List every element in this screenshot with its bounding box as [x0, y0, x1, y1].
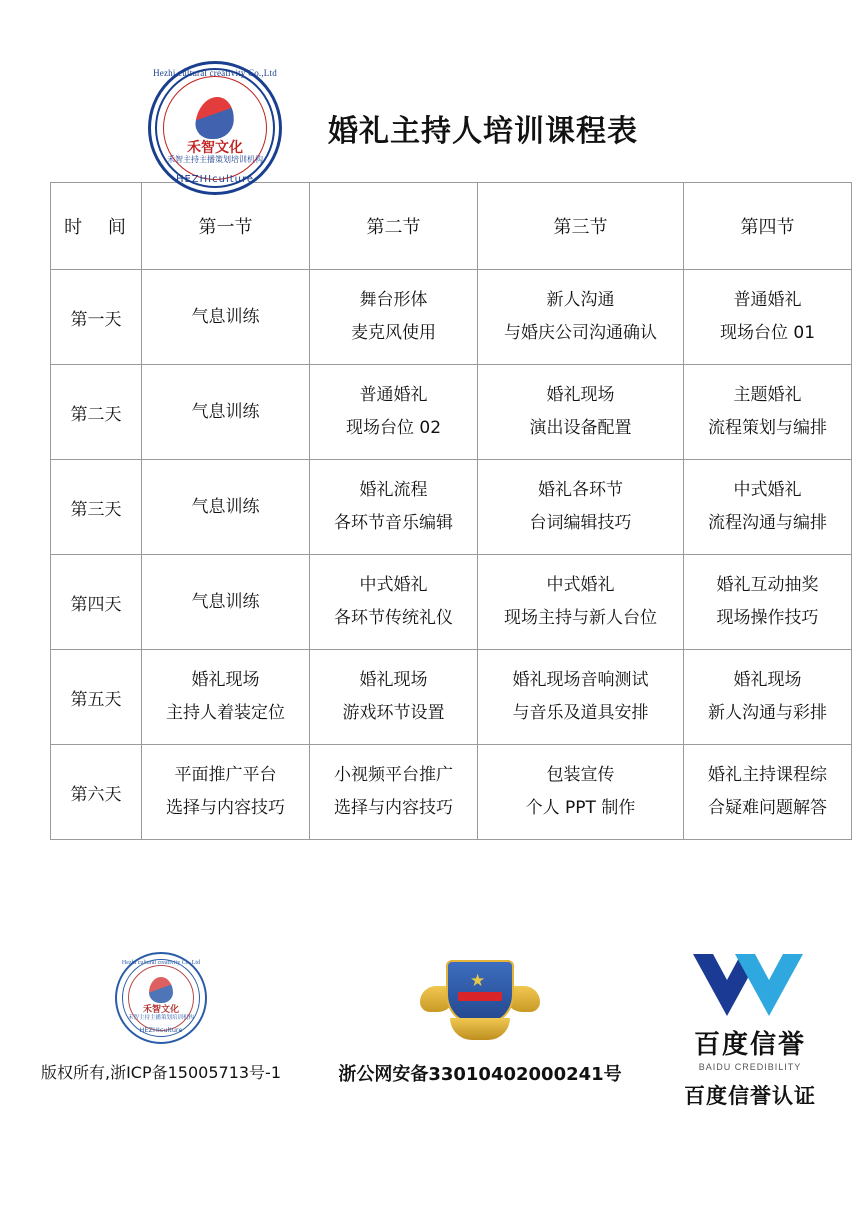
cell-line: 气息训练: [191, 401, 260, 422]
cell-line: 主持人着装定位: [166, 703, 285, 723]
mini-seal-english-name: Hezhi cultural creativity Co.,Ltd: [121, 960, 201, 966]
header-cell-time: [51, 183, 142, 270]
mini-seal-swoosh-icon: [149, 977, 173, 1003]
cell-line: 舞台形体: [359, 290, 428, 311]
cell-line: 婚礼现场: [359, 670, 428, 691]
cell-line: 中式婚礼: [359, 575, 428, 596]
police-badge-base: [450, 1018, 510, 1040]
mini-seal-company-name: 禾智文化: [142, 1005, 179, 1015]
table-body: [51, 270, 852, 840]
cell-line: 小视频平台推广: [334, 765, 453, 786]
cell-line: 各环节音乐编辑: [334, 513, 453, 533]
baidu-credibility-title: 百度信誉: [693, 1030, 806, 1060]
footer-company-seal-icon: [113, 950, 209, 1046]
cell-day1-period4: [684, 270, 852, 365]
cell-line: 婚礼各环节: [538, 480, 623, 501]
cell-day5-period1: [142, 650, 310, 745]
cell-line: 个人 PPT 制作: [525, 798, 636, 818]
cell-line: 平面推广平台: [174, 765, 277, 786]
cell-line: 普通婚礼: [733, 290, 802, 311]
cell-day4-period1: [142, 555, 310, 650]
seal-company-name: 禾智文化: [187, 139, 243, 156]
cell-line: 气息训练: [191, 306, 260, 327]
cell-line: 流程沟通与编排: [708, 513, 827, 533]
cell-line: 现场台位 02: [345, 418, 442, 438]
cell-day2-period1: [142, 365, 310, 460]
header-cell-period2: 第二节: [310, 183, 478, 270]
cell-day3-period3: [478, 460, 684, 555]
page-title: 婚礼主持人培训课程表: [328, 113, 638, 149]
cell-line: 气息训练: [191, 496, 260, 517]
cell-line: 中式婚礼: [733, 480, 802, 501]
cell-line: 气息训练: [191, 591, 260, 612]
row-day-label: 第五天: [51, 650, 142, 745]
header-cell-period1: 第一节: [142, 183, 310, 270]
cell-line: 合疑难问题解答: [708, 798, 827, 818]
cell-line: 选择与内容技巧: [334, 798, 453, 818]
header-time-label: 时 间: [64, 217, 136, 238]
cell-day5-period4: [684, 650, 852, 745]
cell-day6-period1: [142, 745, 310, 840]
table-row: [51, 555, 852, 650]
cell-day4-period2: [310, 555, 478, 650]
row-day-label: 第三天: [51, 460, 142, 555]
cell-day4-period4: [684, 555, 852, 650]
public-security-beian-text: 浙公网安备33010402000241号: [338, 1064, 622, 1085]
baidu-credibility-certification-text: 百度信誉认证: [684, 1084, 816, 1108]
table-row: [51, 270, 852, 365]
table-row: [51, 460, 852, 555]
cell-line: 演出设备配置: [529, 418, 632, 438]
document-footer: [0, 950, 860, 1160]
police-badge-star-icon: ★: [470, 971, 486, 990]
header-cell-period4: 第四节: [684, 183, 852, 270]
cell-line: 婚礼互动抽奖: [716, 575, 819, 596]
cell-line: 婚礼现场音响测试: [512, 670, 649, 691]
header-cell-period3: 第三节: [478, 183, 684, 270]
row-day-label: 第二天: [51, 365, 142, 460]
cell-line: 选择与内容技巧: [166, 798, 285, 818]
cell-day5-period3: [478, 650, 684, 745]
cell-line: 婚礼现场: [191, 670, 260, 691]
cell-day6-period3: [478, 745, 684, 840]
cell-line: 婚礼流程: [359, 480, 428, 501]
table-row: [51, 650, 852, 745]
cell-line: 现场主持与新人台位: [504, 608, 657, 628]
cell-line: 普通婚礼: [359, 385, 428, 406]
cell-line: 各环节传统礼仪: [334, 608, 453, 628]
cell-line: 与婚庆公司沟通确认: [504, 323, 657, 343]
cell-line: 新人沟通: [546, 290, 615, 311]
cell-day6-period4: [684, 745, 852, 840]
cell-day4-period3: [478, 555, 684, 650]
police-badge-red-bar: [458, 992, 502, 1001]
footer-baidu-credibility-block[interactable]: [640, 950, 860, 1110]
cell-day6-period2: [310, 745, 478, 840]
row-day-label: 第六天: [51, 745, 142, 840]
cell-line: 麦克风使用: [351, 323, 436, 343]
baidu-v-logo-icon: [685, 950, 815, 1022]
seal-brand-latin: HEZHIculture: [175, 173, 255, 185]
schedule-table: [50, 182, 852, 840]
police-badge-icon: [420, 956, 540, 1048]
cell-day3-period2: [310, 460, 478, 555]
company-seal-logo: [140, 53, 290, 203]
cell-day1-period3: [478, 270, 684, 365]
seal-english-name: Hezhi cultural creativity Co.,Ltd: [153, 68, 277, 79]
cell-line: 现场操作技巧: [716, 608, 819, 628]
cell-line: 游戏环节设置: [342, 703, 445, 723]
cell-line: 主题婚礼: [733, 385, 802, 406]
baidu-v-light-notch: [755, 954, 783, 980]
cell-line: 台词编辑技巧: [529, 513, 632, 533]
cell-line: 与音乐及道具安排: [512, 703, 649, 723]
footer-police-beian-block[interactable]: [330, 950, 630, 1086]
cell-line: 现场台位 01: [719, 323, 816, 343]
row-day-label: 第四天: [51, 555, 142, 650]
table-row: [51, 745, 852, 840]
baidu-credibility-subtitle: BAIDU CREDIBILITY: [698, 1062, 802, 1072]
cell-day2-period2: [310, 365, 478, 460]
cell-day1-period2: [310, 270, 478, 365]
icp-license-text: 版权所有,浙ICP备15005713号-1: [40, 1063, 282, 1082]
schedule-table-wrapper: [0, 150, 860, 840]
footer-copyright-block: [26, 950, 296, 1083]
cell-day2-period4: [684, 365, 852, 460]
cell-line: 婚礼主持课程综: [708, 765, 827, 786]
document-header: [0, 0, 860, 185]
cell-line: 流程策划与编排: [708, 418, 827, 438]
cell-day5-period2: [310, 650, 478, 745]
cell-line: 婚礼现场: [733, 670, 802, 691]
cell-day2-period3: [478, 365, 684, 460]
mini-seal-company-sub: 禾智主持主播策划培训机构: [127, 1015, 194, 1021]
cell-day1-period1: [142, 270, 310, 365]
cell-day3-period4: [684, 460, 852, 555]
cell-day3-period1: [142, 460, 310, 555]
cell-line: 中式婚礼: [546, 575, 615, 596]
table-row: [51, 365, 852, 460]
cell-line: 新人沟通与彩排: [708, 703, 827, 723]
cell-line: 包装宣传: [546, 765, 615, 786]
mini-seal-brand-latin: HEZHIculture: [139, 1026, 183, 1034]
seal-company-sub: 禾智主持主播策划培训机构: [167, 154, 263, 164]
cell-line: 婚礼现场: [546, 385, 615, 406]
row-day-label: 第一天: [51, 270, 142, 365]
